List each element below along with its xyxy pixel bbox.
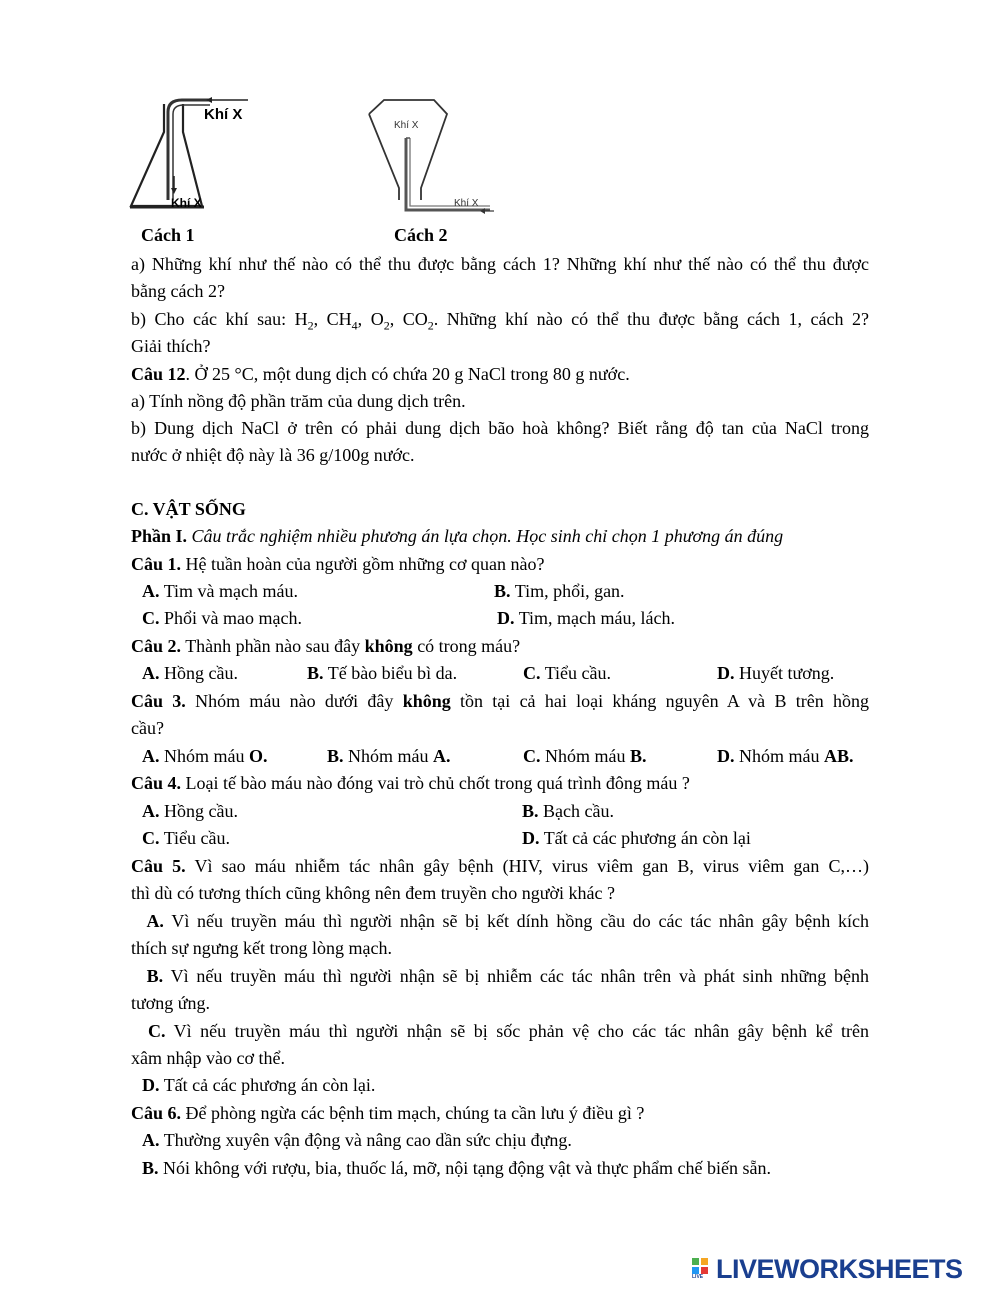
q1-option-c[interactable]: C. Phổi và mao mạch.	[142, 608, 302, 628]
liveworksheets-wordmark: LIVEWORKSHEETS	[716, 1254, 963, 1284]
method2-caption: Cách 2	[394, 225, 448, 245]
q5-option-a-line2: thích sự ngưng kết trong lòng mạch.	[131, 938, 392, 958]
q2-option-d[interactable]: D. Huyết tương.	[717, 663, 835, 683]
q4-option-a[interactable]: A. Hồng cầu.	[142, 801, 238, 821]
q5-option-d[interactable]: D. Tất cả các phương án còn lại.	[142, 1075, 376, 1095]
q5-option-a-line1[interactable]: A. Vì nếu truyền máu thì người nhận sẽ bị kết dính hồng cầu do các tác nhân gây bệnh kích	[146, 911, 869, 931]
q6-stem: Câu 6. Để phòng ngừa các bệnh tim mạch, chúng ta cần lưu ý điều gì ?	[131, 1103, 645, 1123]
method2-figure	[366, 98, 496, 218]
q1-option-d[interactable]: D. Tim, mạch máu, lách.	[497, 608, 676, 628]
method2-label-side: Khí X	[454, 198, 479, 209]
liveworksheets-icon: LIVE	[692, 1258, 710, 1280]
q3-option-c[interactable]: C. Nhóm máu B.	[523, 746, 647, 766]
q12-stem: Câu 12. Ở 25 °C, một dung dịch có chứa 20 g NaCl trong 80 g nước.	[131, 364, 630, 384]
liveworksheets-logo[interactable]	[690, 1252, 990, 1288]
method2-label-top: Khí X	[394, 120, 419, 131]
q12-a: a) Tính nồng độ phần trăm của dung dịch trên.	[131, 391, 466, 411]
q11-b-line2: Giải thích?	[131, 336, 211, 356]
q12-b-line2: nước ở nhiệt độ này là 36 g/100g nước.	[131, 445, 415, 465]
part-heading: Phần I. Câu trắc nghiệm nhiều phương án lựa chọn. Học sinh chỉ chọn 1 phương án đúng	[131, 526, 784, 546]
q11-a-line1: a) Những khí như thế nào có thể thu được bằng cách 1? Những khí như thế nào có thể thu được	[131, 254, 869, 274]
q4-stem: Câu 4. Loại tế bào máu nào đóng vai trò chủ chốt trong quá trình đông máu ?	[131, 773, 690, 793]
q2-option-b[interactable]: B. Tế bào biểu bì da.	[307, 663, 458, 683]
q4-option-b[interactable]: B. Bạch cầu.	[522, 801, 614, 821]
q3-stem-line1: Câu 3. Nhóm máu nào dưới đây không tồn tại cả hai loại kháng nguyên A và B trên hồng	[131, 691, 869, 711]
method1-figure	[128, 88, 258, 216]
q1-option-b[interactable]: B. Tim, phổi, gan.	[494, 581, 625, 601]
q6-option-b[interactable]: B. Nói không với rượu, bia, thuốc lá, mỡ, nội tạng động vật và thực phẩm chế biến sẵn.	[142, 1158, 771, 1178]
q4-option-c[interactable]: C. Tiểu cầu.	[142, 828, 231, 848]
q5-option-b-line1[interactable]: B. Vì nếu truyền máu thì người nhận sẽ bị nhiễm các tác nhân trên và phát sinh những bệnh	[146, 966, 869, 986]
q3-option-d[interactable]: D. Nhóm máu AB.	[717, 746, 854, 766]
q2-option-a[interactable]: A. Hồng cầu.	[142, 663, 238, 683]
q5-stem-line2: thì dù có tương thích cũng không nên đem truyền cho người khác ?	[131, 883, 615, 903]
q1-stem: Câu 1. Hệ tuần hoàn của người gồm những cơ quan nào?	[131, 554, 545, 574]
q12-b-line1: b) Dung dịch NaCl ở trên có phải dung dịch bão hoà không? Biết rằng độ tan của NaCl trong	[131, 418, 869, 438]
q11-a-line2: bằng cách 2?	[131, 281, 225, 301]
q11-b-line1: b) Cho các khí sau: $H_2$, $CH_4$, $O_2$, $CO_2$. Những khí nào có thể thu được bằng cách 1, cách 2?	[131, 309, 870, 333]
q5-option-c-line2: xâm nhập vào cơ thể.	[131, 1048, 285, 1068]
q3-option-b[interactable]: B. Nhóm máu A.	[327, 746, 451, 766]
method1-label-top: Khí X	[204, 106, 243, 123]
q2-option-c[interactable]: C. Tiểu cầu.	[523, 663, 612, 683]
q5-stem-line1: Câu 5. Vì sao máu nhiễm tác nhân gây bệnh (HIV, virus viêm gan B, virus viêm gan C,…)	[131, 856, 869, 876]
q3-option-a[interactable]: A. Nhóm máu O.	[142, 746, 268, 766]
q2-stem: Câu 2. Thành phần nào sau đây không có trong máu?	[131, 636, 521, 656]
q5-option-c-line1[interactable]: C. Vì nếu truyền máu thì người nhận sẽ bị sốc phản vệ cho các tác nhân gây bệnh kể trên	[147, 1021, 870, 1041]
method1-label-bottom: Khí X	[171, 196, 202, 210]
q3-stem-line2: cầu?	[131, 718, 164, 738]
q1-option-a[interactable]: A. Tim và mạch máu.	[142, 581, 299, 601]
section-title: C. VẬT SỐNG	[131, 499, 246, 519]
q5-option-b-line2: tương ứng.	[131, 993, 211, 1013]
inverted-flask-outline	[369, 100, 447, 200]
q4-option-d[interactable]: D. Tất cả các phương án còn lại	[522, 828, 751, 848]
method1-caption: Cách 1	[141, 225, 195, 245]
q6-option-a[interactable]: A. Thường xuyên vận động và nâng cao dần sức chịu đựng.	[142, 1130, 572, 1150]
